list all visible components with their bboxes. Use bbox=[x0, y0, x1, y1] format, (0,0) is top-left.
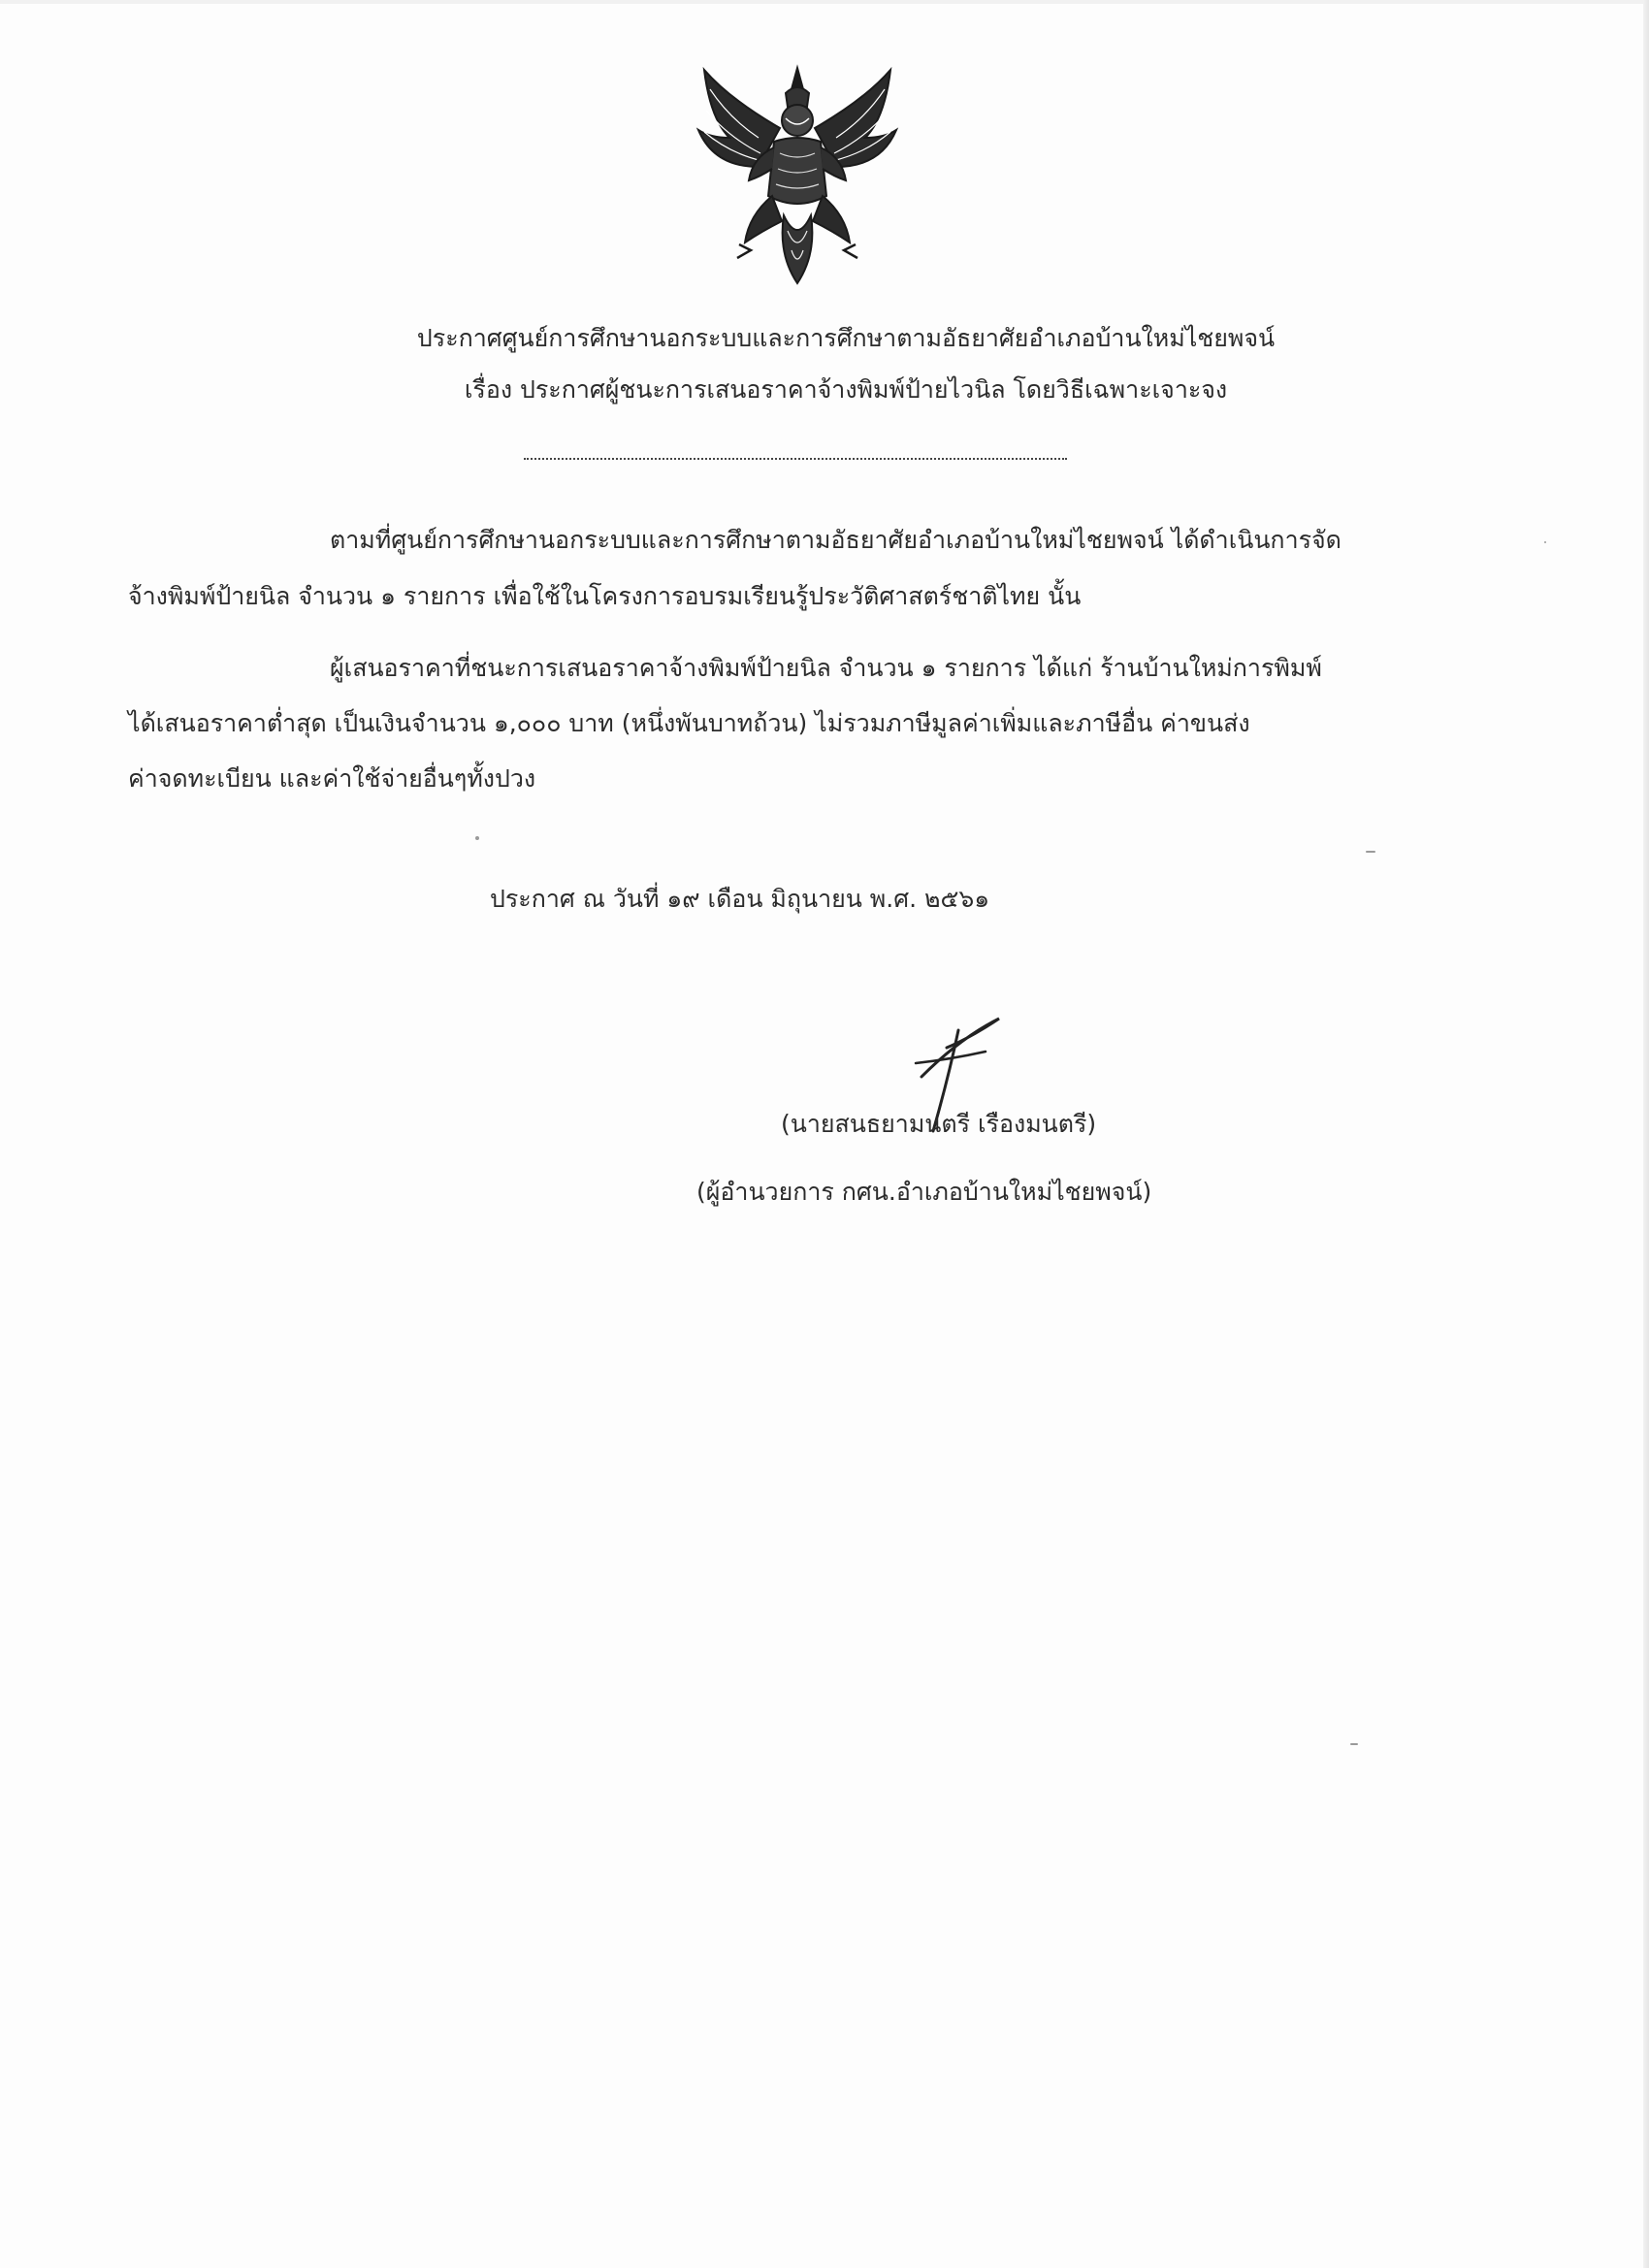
paragraph-2-line-2: ได้เสนอราคาต่ำสุด เป็นเงินจำนวน ๑,๐๐๐ บาท (หนึ่งพันบาทถ้วน) ไม่รวมภาษีมูลค่าเพิ่มและภาษีอื่น ค่าขนส่ง bbox=[128, 709, 1250, 737]
signer-name: (นายสนธยามนตรี เรืองมนตรี) bbox=[781, 1110, 1097, 1138]
announcement-date: ประกาศ ณ วันที่ ๑๙ เดือน มิถุนายน พ.ศ. ๒๕๖๑ bbox=[490, 885, 990, 913]
garuda-emblem-icon bbox=[691, 60, 904, 293]
paragraph-1-line-2: จ้างพิมพ์ป้ายนิล จำนวน ๑ รายการ เพื่อใช้ในโครงการอบรมเรียนรู้ประวัติศาสตร์ชาติไทย นั้น bbox=[128, 582, 1082, 610]
paragraph-1-line-1: ตามที่ศูนย์การศึกษานอกระบบและการศึกษาตามอัธยาศัยอำเภอบ้านใหม่ไชยพจน์ ได้ดำเนินการจัด bbox=[330, 526, 1342, 554]
paragraph-2-line-1: ผู้เสนอราคาที่ชนะการเสนอราคาจ้างพิมพ์ป้ายนิล จำนวน ๑ รายการ ได้แก่ ร้านบ้านใหม่การพิมพ์ bbox=[330, 654, 1322, 682]
scan-speck bbox=[1350, 1743, 1358, 1745]
signer-title: (ผู้อำนวยการ กศน.อำเภอบ้านใหม่ไชยพจน์) bbox=[696, 1178, 1152, 1206]
dotted-divider bbox=[524, 458, 1067, 460]
paragraph-2-line-3: ค่าจดทะเบียน และค่าใช้จ่ายอื่นๆทั้งปวง bbox=[128, 764, 536, 793]
scan-speck bbox=[1544, 541, 1546, 543]
scan-speck bbox=[1366, 851, 1375, 853]
scan-edge-top bbox=[0, 0, 1649, 4]
document-subject: เรื่อง ประกาศผู้ชนะการเสนอราคาจ้างพิมพ์ป้ายไวนิล โดยวิธีเฉพาะเจาะจง bbox=[464, 375, 1228, 404]
document-title: ประกาศศูนย์การศึกษานอกระบบและการศึกษาตามอัธยาศัยอำเภอบ้านใหม่ไชยพจน์ bbox=[416, 324, 1276, 352]
scan-speck bbox=[475, 836, 479, 840]
